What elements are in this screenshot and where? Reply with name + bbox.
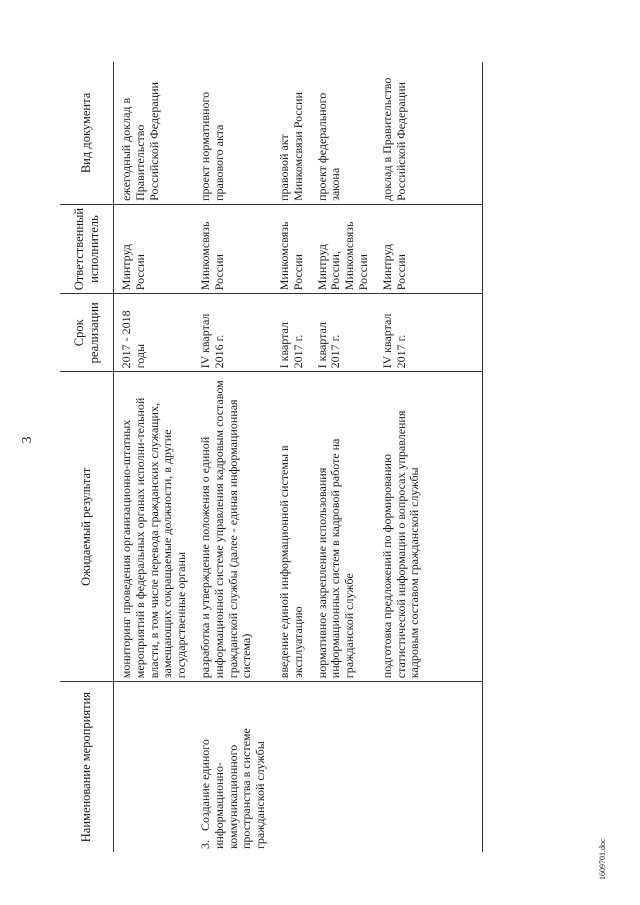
cell-name (272, 682, 310, 852)
cell-term: I квартал 2017 г. (272, 294, 310, 372)
cell-result: разработка и утверждение положения о единой информационной системе управления кадровым составом гражданской службы (далее - единая информационная система) (193, 372, 272, 682)
header-name: Наименование мероприятия (60, 682, 114, 852)
header-result: Ожидаемый результат (60, 372, 114, 682)
cell-name (375, 682, 483, 852)
table-header-row (60, 62, 114, 852)
header-document: Вид документа (60, 62, 114, 204)
cell-term: IV квартал 2017 г. (375, 294, 483, 372)
cell-executor: Минтруд России (114, 204, 193, 293)
cell-executor: Минкомсвязь России (193, 204, 272, 293)
cell-term: 2017 - 2018 годы (114, 294, 193, 372)
cell-name (114, 682, 193, 852)
cell-term: IV квартал 2016 г. (193, 294, 272, 372)
cell-document: доклад в Правительство Российской Федерации (375, 62, 483, 204)
cell-name (193, 682, 272, 852)
cell-term: I квартал 2017 г. (310, 294, 375, 372)
cell-executor: Минкомсвязь России (272, 204, 310, 293)
footer-file-code: 1609701.doc (598, 838, 607, 880)
table-orientation (60, 62, 607, 852)
rotated-page-content (60, 62, 607, 852)
plan-table (60, 62, 483, 852)
cell-document: правовой акт Минкомсвязи России (272, 62, 310, 204)
table-row (193, 62, 272, 852)
page-number: 3 (20, 436, 35, 444)
item-name: Создание единого информационно-коммуникационного пространства в системе гражданской службы (197, 728, 268, 849)
cell-document: проект федерального закона (310, 62, 375, 204)
item-number: 3. (197, 840, 212, 849)
cell-document: проект нормативного правового акта (193, 62, 272, 204)
header-executor: Ответственный исполнитель (60, 204, 114, 293)
table-row (272, 62, 310, 852)
cell-result: мониторинг проведения организационно-штатных мероприятий в федеральных органах исполни-тельной власти, в том числе перевода гражданских служащих, замещающих сокращаемые должности, в другие государственные органы (114, 372, 193, 682)
cell-result: подготовка предложений по формированию статистической информации о вопросах управления кадровым составом гражданской службы (375, 372, 483, 682)
cell-result: нормативное закрепление использования информационных систем в кадровой работе на гражданской службе (310, 372, 375, 682)
header-term: Срок реализации (60, 294, 114, 372)
table-row (375, 62, 483, 852)
table-row (310, 62, 375, 852)
cell-document: ежегодный доклад в Правительство Российской Федерации (114, 62, 193, 204)
table-row (114, 62, 193, 852)
cell-executor: Минтруд России (375, 204, 483, 293)
cell-result: введение единой информационной системы в эксплуатацию (272, 372, 310, 682)
cell-executor: Минтруд России, Минкомсвязь России (310, 204, 375, 293)
cell-name (310, 682, 375, 852)
